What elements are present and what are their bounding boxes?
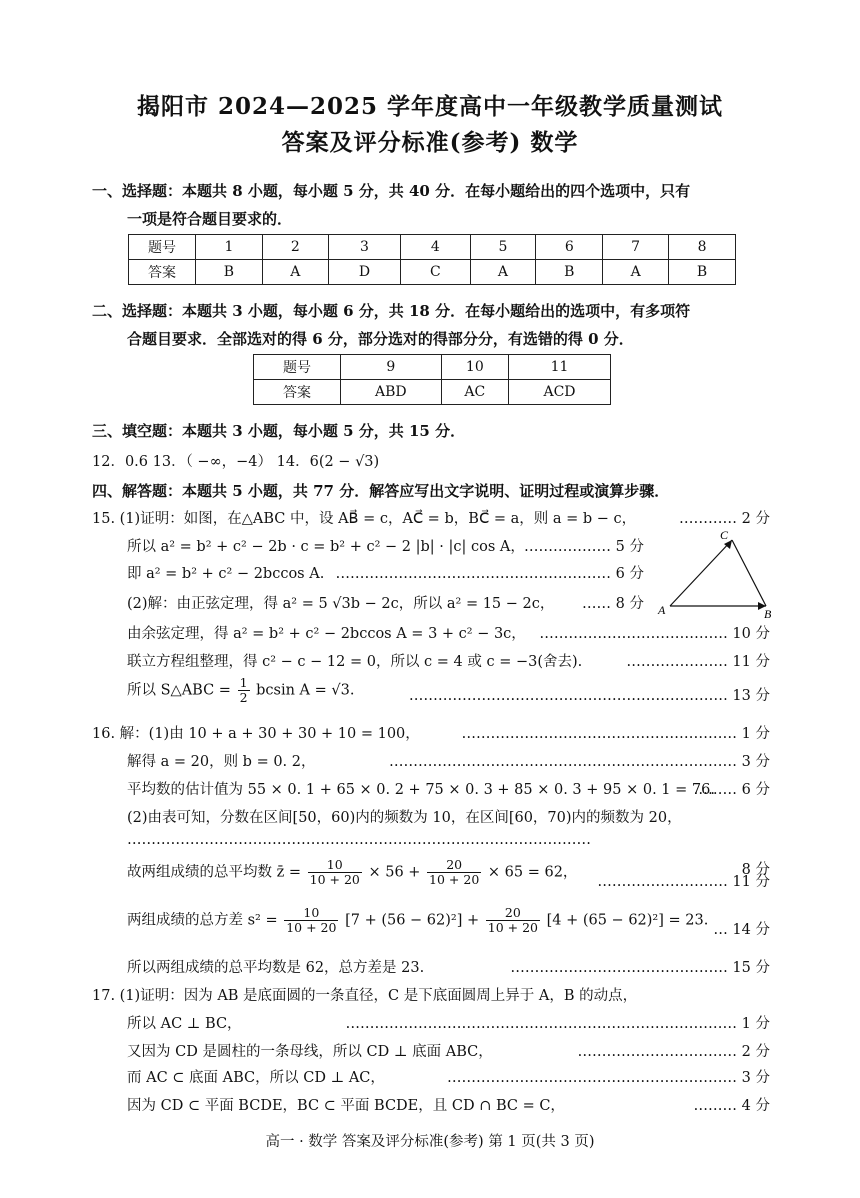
denominator: 10 + 20 [286,920,337,935]
q16-line1: 16. 解：(1)由 10 + a + 30 + 30 + 10 = 100， [92,726,420,742]
answer-cell: B [536,260,603,285]
q15-points5: ………………………………… 10 分 [539,626,770,642]
answer-cell: AC [441,380,508,405]
numerator: 20 [486,906,540,921]
q15-points6: ………………… 11 分 [626,654,770,670]
q15-line7 [127,676,354,705]
fraction [427,858,481,887]
q15-line2: 所以 a² = b² + c² − 2b · c = b² + c² − 2 |b| · |c| cos A， [127,539,525,555]
q17-line1: 17. (1)证明：因为 AB 是底面圆的一条直径，C 是下底面圆周上异于 A，B 的动点， [92,988,638,1004]
question-number: 9 [341,355,442,380]
question-number: 4 [401,235,470,260]
denominator: 10 + 20 [429,872,480,887]
q16-line4-dots: …………………………………………………………………………………… [127,832,591,848]
vertex-b-label: B [764,607,772,618]
table-row [129,235,736,260]
q15-points1: ………… 2 分 [679,511,770,527]
row-label: 题号 [254,355,341,380]
vertex-c-label: C [720,528,729,542]
q16-line4: (2)由表可知，分数在区间[50，60)内的频数为 10，在区间[60，70)内的频数为 20， [127,810,682,826]
numerator: 10 [308,858,362,873]
question-number: 5 [470,235,536,260]
mc-answer-table [128,234,736,285]
q17-line2: 所以 AC ⊥ BC， [127,1016,242,1032]
page-subtitle: 答案及评分标准(参考) 数学 [281,129,579,156]
section1-heading-cont: 一项是符合题目要求的． [127,210,293,228]
q16-line6 [127,906,708,935]
q17-points5: ……… 4 分 [693,1098,770,1114]
q16-points7: ……………………………………… 15 分 [510,960,770,976]
q16-line3: 平均数的估计值为 55 × 0. 1 + 65 × 0. 2 + 75 × 0. 3 + 85 × 0. 3 + 95 × 0. 1 = 76. [127,782,715,798]
section2-heading: 二、选择题：本题共 3 小题，每小题 6 分，共 18 分．在每小题给出的选项中，有多项符 [92,302,691,320]
q16-points5: ……………………… 11 分 [597,874,770,890]
vector-bc [732,540,766,606]
numerator: 20 [427,858,481,873]
q16-points2: ……………………………………………………………… 3 分 [389,754,770,770]
row-label: 答案 [129,260,196,285]
row-label: 题号 [129,235,196,260]
q15-line4: (2)解：由正弦定理，得 a² = 5 √3b − 2c，所以 a² = 15 − 2c， [127,596,555,612]
q15-points3: ………………………………………………… 6 分 [335,566,644,582]
q15-points7: ………………………………………………………… 13 分 [408,688,770,704]
answer-cell: B [669,260,736,285]
answer-cell: ABD [341,380,442,405]
row-label: 答案 [254,380,341,405]
answer-cell: A [603,260,669,285]
question-number: 7 [603,235,669,260]
q15-line6: 联立方程组整理，得 c² − c − 12 = 0，所以 c = 4 或 c = −3(舍去). [127,654,583,670]
multi-answer-table [253,354,611,405]
fraction [308,858,362,887]
q17-points4: …………………………………………………… 3 分 [447,1070,770,1086]
q16-line5-mid: × 56 + [368,864,421,881]
question-number: 10 [441,355,508,380]
q17-points3: …………………………… 2 分 [577,1044,770,1060]
table-row [254,380,611,405]
numerator: 1 [239,675,248,690]
section4-heading: 四、解答题：本题共 5 小题，共 77 分．解答应写出文字说明、证明过程或演算步骤． [92,482,670,500]
q16-line6-rest: [4 + (65 − 62)²] = 23. [546,912,709,929]
q16-line2: 解得 a = 20，则 b = 0. 2， [127,754,316,770]
q16-line6-text: 两组成绩的总方差 s² = [127,912,278,929]
section3-heading: 三、填空题：本题共 3 小题，每小题 5 分，共 15 分． [92,422,466,440]
denominator: 2 [239,690,248,705]
question-number: 3 [328,235,400,260]
answer-cell: A [470,260,536,285]
q16-points4: 8 分 [741,862,770,878]
section2-heading-cont: 合题目要求．全部选对的得 6 分，部分选对的得部分分，有选错的得 0 分． [127,330,634,348]
answer-cell: D [328,260,400,285]
answer-cell: B [196,260,263,285]
q16-line5 [127,858,577,887]
triangle-abc-figure [656,528,776,618]
vector-ac [670,540,732,606]
q16-line7: 所以两组成绩的总平均数是 62，总方差是 23. [127,960,425,976]
question-number: 6 [536,235,603,260]
denominator: 10 + 20 [487,920,538,935]
q15-line5: 由余弦定理，得 a² = b² + c² − 2bccos A = 3 + c² − 3c， [127,626,526,642]
answer-cell: C [401,260,470,285]
q15-line7-text: 所以 S△ABC = [127,682,231,699]
q16-points3: ……… 6 分 [693,782,770,798]
q17-line3: 又因为 CD 是圆柱的一条母线，所以 CD ⊥ 底面 ABC， [127,1044,493,1060]
q17-points2: ……………………………………………………………………… 1 分 [345,1016,770,1032]
page-title: 揭阳市 2024—2025 学年度高中一年级教学质量测试 [136,93,724,120]
question-number: 11 [509,355,611,380]
denominator: 10 + 20 [309,872,360,887]
q16-points1: ………………………………………………… 1 分 [461,726,770,742]
q15-points2: ……………… 5 分 [524,539,644,555]
q16-points6: … 14 分 [713,922,770,938]
q15-points4: …… 8 分 [582,596,644,612]
q15-line1: 15. (1)证明：如图，在△ABC 中，设 AB⃗ = c，AC⃗ = b，BC⃗ = a，则 a = b − c， [92,511,637,527]
fraction [238,676,250,705]
numerator: 10 [284,906,338,921]
table-row [129,260,736,285]
question-number: 8 [669,235,736,260]
fraction [486,906,540,935]
q16-line5-text: 故两组成绩的总平均数 z̄ = [127,864,302,881]
table-row [254,355,611,380]
fraction [284,906,338,935]
page-footer: 高一 · 数学 答案及评分标准(参考) 第 1 页(共 3 页) [265,1134,595,1150]
answer-cell: A [262,260,328,285]
answer-cell: ACD [509,380,611,405]
question-number: 1 [196,235,263,260]
fill-blank-answers: 12．0.6 13．（ −∞，−4） 14．6(2 − √3) [92,454,380,470]
question-number: 2 [262,235,328,260]
q15-line3: 即 a² = b² + c² − 2bccos A. [127,566,325,582]
q16-line6-mid: [7 + (56 − 62)²] + [345,912,480,929]
q17-line5: 因为 CD ⊂ 平面 BCDE，BC ⊂ 平面 BCDE，且 CD ∩ BC = C， [127,1098,565,1114]
section1-heading: 一、选择题：本题共 8 小题，每小题 5 分，共 40 分．在每小题给出的四个选项中，只有 [92,182,691,200]
vertex-a-label: A [658,603,666,617]
q16-line5-rest: × 65 = 62， [487,864,578,881]
q17-line4: 而 AC ⊂ 底面 ABC，所以 CD ⊥ AC， [127,1070,385,1086]
q15-line7-rest: bcsin A = √3. [256,682,355,699]
